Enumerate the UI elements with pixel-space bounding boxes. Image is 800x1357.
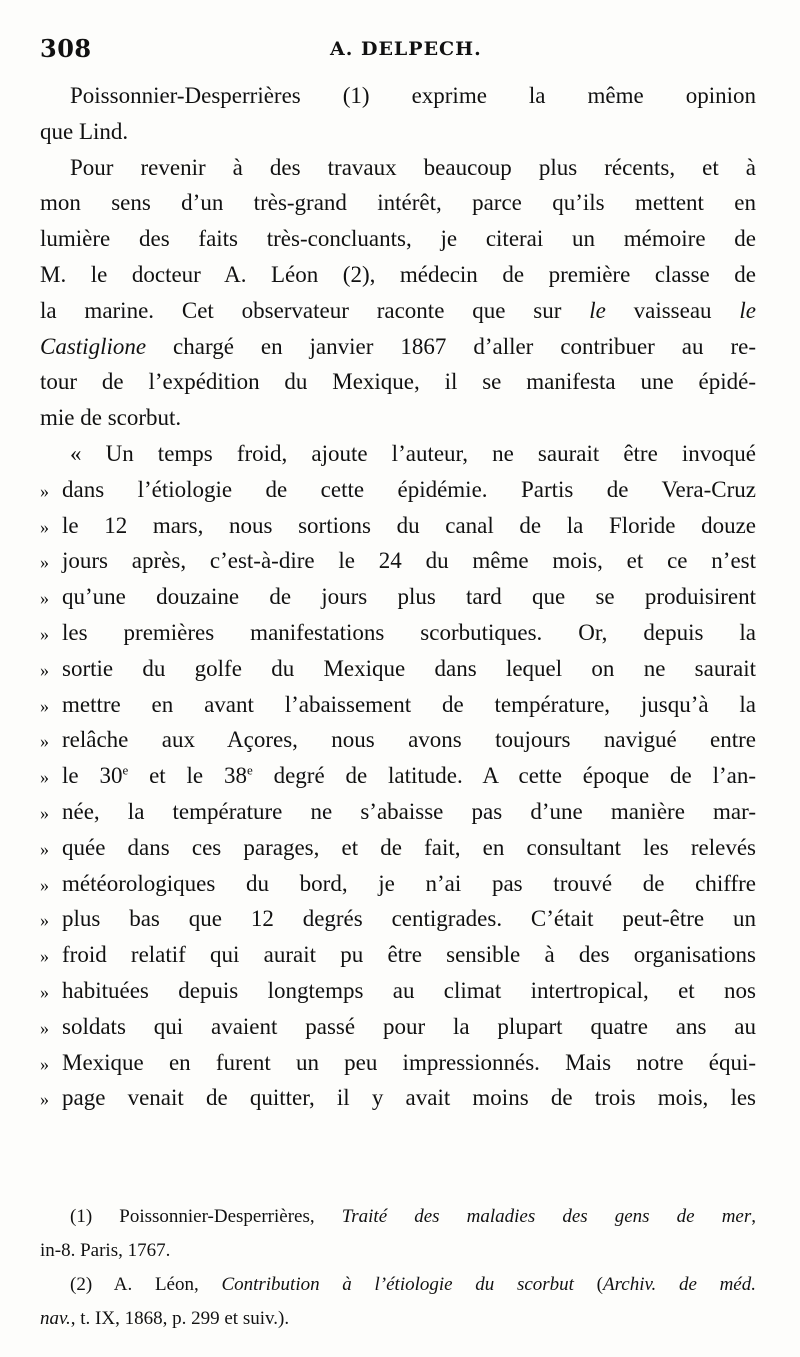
quote-mark: » (40, 910, 49, 931)
quote-text: météorologiques du bord, je n’ai pas trouvé de chiffre (62, 870, 756, 896)
quote-line (40, 937, 756, 973)
quote-text: Mexique en furent un peu impressionnés. Mais notre équi- (62, 1049, 756, 1075)
quote-text: mettre en avant l’abaissement de température, jusqu’à la (62, 691, 756, 717)
footnotes (40, 1200, 756, 1336)
quote-line (40, 508, 756, 544)
text-line: M. le docteur A. Léon (2), médecin de première classe de (40, 261, 756, 287)
quote-mark: » (40, 838, 49, 859)
quote-text: dans l’étiologie de cette épidémie. Partis de Vera-Cruz (62, 476, 756, 502)
text-line: mon sens d’un très-grand intérêt, parce qu’ils mettent en (40, 190, 756, 216)
quote-mark: » (40, 802, 49, 823)
quote-mark: » (40, 516, 49, 537)
quote-text: jours après, c’est-à-dire le 24 du même mois, et ce n’est (62, 548, 756, 574)
quote-mark: » (40, 1017, 49, 1038)
text-line: Pour revenir à des travaux beaucoup plus récents, et à (70, 154, 756, 180)
text-line: Poissonnier-Desperrières (1) exprime la même opinion (70, 83, 756, 108)
quote-mark: » (40, 588, 49, 609)
quote-text: plus bas que 12 degrés centigrades. C’était peut-être un (62, 906, 756, 932)
text-line: tour de l’expédition du Mexique, il se manifesta une épidé- (40, 369, 756, 395)
text-line: mie de scorbut. (40, 405, 182, 431)
quote-text: les premières manifestations scorbutiques. Or, depuis la (62, 619, 756, 645)
quote-line (40, 1080, 756, 1116)
quote-line (40, 615, 756, 651)
quote-text: habituées depuis longtemps au climat intertropical, et nos (62, 977, 756, 1003)
quote-text: quée dans ces parages, et de fait, en consultant les relevés (62, 834, 756, 860)
quote-mark: » (40, 1053, 49, 1074)
quote-text: née, la température ne s’abaisse pas d’une manière mar- (62, 798, 756, 824)
quote-text: le 12 mars, nous sortions du canal de la Floride douze (62, 512, 756, 538)
quote-mark: » (40, 874, 49, 895)
quote-mark: » (40, 695, 49, 716)
quote-line (40, 472, 756, 508)
page-header (40, 34, 760, 64)
quote-mark: » (40, 767, 49, 788)
quote-line (40, 543, 756, 579)
text-line-vaisseau: la marine. Cet observateur raconte que sur le vaisseau le (40, 297, 756, 323)
quote-line (40, 758, 756, 794)
quote-mark: » (40, 981, 49, 1002)
quote-mark: » (40, 946, 49, 967)
quote-line (40, 1045, 756, 1081)
quote-text: froid relatif qui aurait pu être sensible à des organisations (62, 942, 756, 968)
quote-line (40, 973, 756, 1009)
page-number: 308 (40, 34, 92, 63)
quote-mark: » (40, 659, 49, 680)
quote-line (40, 901, 756, 937)
quote-text: qu’une douzaine de jours plus tard que se produisirent (62, 584, 756, 610)
quote-mark: » (40, 480, 49, 501)
quote-text: le 30e et le 38e degré de latitude. A cette époque de l’an- (62, 762, 756, 789)
footnote-2-line-1: (2) A. Léon, Contribution à l’étiologie du scorbut (Archiv. de méd. (70, 1274, 756, 1295)
footnote-1-line-2: in-8. Paris, 1767. (40, 1240, 171, 1261)
quote-line (40, 866, 756, 902)
text-line-castiglione: Castiglione chargé en janvier 1867 d’aller contribuer au re- (40, 333, 756, 359)
text-line: que Lind. (40, 118, 129, 144)
footnote-1-line-1: (1) Poissonnier-Desperrières, Traité des maladies des gens de mer, (70, 1206, 756, 1227)
quote-line (40, 830, 756, 866)
body-text (40, 78, 756, 1116)
running-head: A. DELPECH. (330, 38, 482, 60)
quote-mark: » (40, 623, 49, 644)
quote-text: soldats qui avaient passé pour la plupart quatre ans au (62, 1013, 756, 1039)
quote-line (40, 651, 756, 687)
quote-text: relâche aux Açores, nous avons toujours navigué entre (62, 727, 756, 753)
quote-line (40, 579, 756, 615)
text-line: lumière des faits très-concluants, je citerai un mémoire de (40, 226, 756, 252)
quote-line (40, 722, 756, 758)
quote-mark: » (40, 1089, 49, 1110)
quote-line (40, 1009, 756, 1045)
quote-line (40, 794, 756, 830)
quote-line-open: « Un temps froid, ajoute l’auteur, ne saurait être invoqué (70, 440, 756, 466)
quote-line (40, 687, 756, 723)
quote-mark: » (40, 731, 49, 752)
quote-mark: » (40, 552, 49, 573)
quote-text: page venait de quitter, il y avait moins de trois mois, les (62, 1085, 756, 1111)
footnote-2-line-2: nav., t. IX, 1868, p. 299 et suiv.). (40, 1308, 290, 1329)
quote-text: sortie du golfe du Mexique dans lequel on ne saurait (62, 655, 756, 681)
